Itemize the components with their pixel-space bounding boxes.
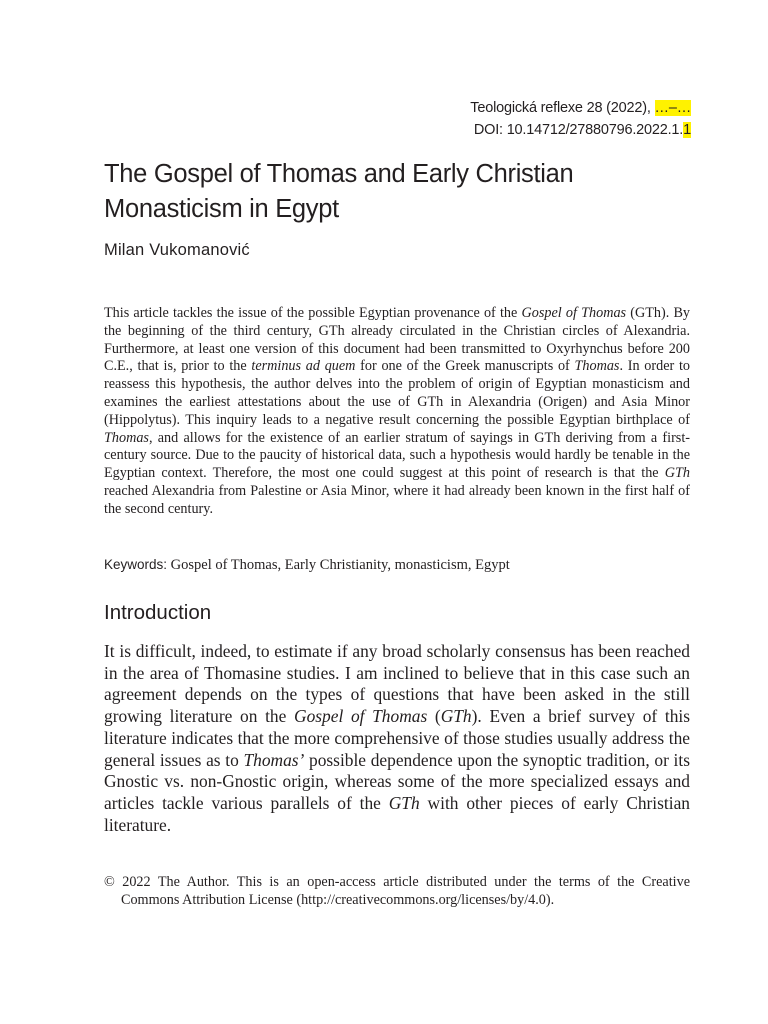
body-text: ). Even a brief survey of this literature indicates that the more comprehensive of those studies usually address the general issues as to <box>104 706 691 770</box>
abstract-text: reached Alexandria from Palestine or Asia Minor, where it had already been known in the first half of the second century. <box>104 482 690 517</box>
body-text: with other pieces of early Christian literature. <box>104 792 690 835</box>
journal-name: Teologická reflexe 28 (2022), <box>470 100 655 116</box>
abstract-text: . In order to reassess this hypothesis, the author delves into the problem of origin of Egyptian monasticism and examines the earliest attestations about the use of GTh in Alexandria (Origen) and Asia Minor (Hippolytus). This inquiry leads to a negative result concerning the possible Egyptian birthplace of <box>104 358 690 428</box>
doi <box>470 119 691 141</box>
body-italic: GTh <box>440 706 472 727</box>
abstract-text: This article tackles the issue of the possible Egyptian provenance of the <box>104 305 522 321</box>
page-range: …–… <box>654 100 691 116</box>
abstract-italic: Thomas <box>104 429 149 446</box>
abstract <box>104 305 690 519</box>
copyright-footnote: © 2022 The Author. This is an open-access article distributed under the terms of the Creative Commons Attribution License (http://creativecommons.org/licenses/by/4.0). <box>104 874 690 908</box>
abstract-text: (GTh). By the beginning of the third century, GTh already circulated in the Christian circles of Alexandria. Furthermore, at least one version of this document had been transmitted to Oxyrhynchus before 200 C.E., that is, prior to the <box>104 305 691 375</box>
section-heading-introduction: Introduction <box>104 601 212 624</box>
body-text: ( <box>427 706 441 727</box>
abstract-italic: terminus ad quem <box>251 358 356 375</box>
body-italic: Gospel of Thomas <box>294 706 428 727</box>
abstract-italic: GTh <box>664 465 690 482</box>
abstract-text: for one of the Greek manuscripts of <box>355 358 575 375</box>
body-italic: GTh <box>388 792 420 813</box>
body-italic: Thomas’ <box>243 749 305 770</box>
journal-header <box>470 97 691 141</box>
doi-suffix: 1 <box>683 122 691 138</box>
author-name: Milan Vukomanović <box>104 241 250 259</box>
abstract-italic: Gospel of Thomas <box>521 305 627 321</box>
abstract-text: , and allows for the existence of an earlier stratum of sayings in GTh deriving from a first-century source. Due to the paucity of historical data, such a hypothesis would hardly be tenable in the Egyptian context. Therefore, the most one could suggest at this point of research is that the <box>104 429 690 482</box>
journal-citation <box>470 97 691 119</box>
article-title: The Gospel of Thomas and Early Christian Monasticism in Egypt <box>104 160 574 223</box>
body-text: possible dependence upon the synoptic tradition, or its Gnostic vs. non-Gnostic origin, whereas some of the more specialized essays and articles tackle various parallels of the <box>104 749 690 813</box>
introduction-paragraph <box>104 641 690 836</box>
abstract-italic: Thomas <box>574 358 620 375</box>
keywords-text: Gospel of Thomas, Early Christianity, monasticism, Egypt <box>167 557 510 573</box>
body-text: It is difficult, indeed, to estimate if any broad scholarly consensus has been reached in the area of Thomasine studies. I am inclined to believe that in this case such an agreement depends on the types of questions that have been asked in the still growing literature on the <box>104 641 690 727</box>
doi-prefix: DOI: 10.14712/27880796.2022.1. <box>473 122 684 138</box>
keywords <box>104 557 690 574</box>
keywords-label: Keywords: <box>104 557 168 572</box>
